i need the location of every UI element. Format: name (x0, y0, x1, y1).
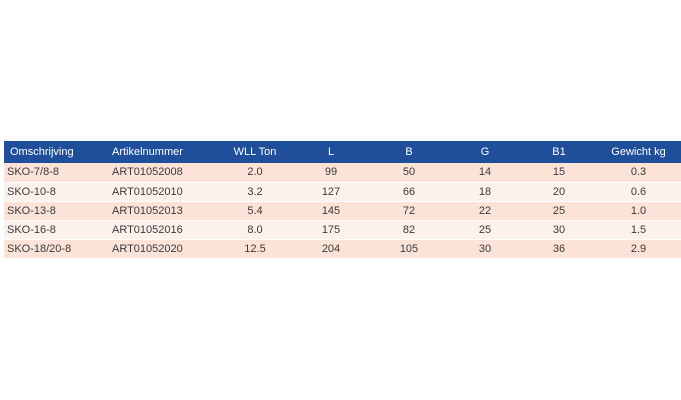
cell-b1: 36 (522, 239, 596, 258)
cell-l: 145 (292, 201, 370, 220)
cell-artikelnummer: ART01052010 (106, 182, 218, 201)
cell-b1: 30 (522, 220, 596, 239)
table-row (4, 163, 681, 182)
column-header-artikelnummer: Artikelnummer (112, 146, 183, 158)
cell-gewicht-kg: 0.6 (596, 182, 681, 201)
cell-wll-ton: 2.0 (218, 163, 292, 182)
cell-l: 175 (292, 220, 370, 239)
cell-b1: 15 (522, 163, 596, 182)
table-row (4, 239, 681, 258)
cell-omschrijving: SKO-13-8 (4, 201, 106, 220)
table-row (4, 220, 681, 239)
cell-gewicht-kg: 1.5 (596, 220, 681, 239)
cell-g: 14 (448, 163, 522, 182)
cell-omschrijving: SKO-18/20-8 (4, 239, 106, 258)
cell-b1: 25 (522, 201, 596, 220)
cell-wll-ton: 5.4 (218, 201, 292, 220)
cell-b: 105 (370, 239, 448, 258)
table-row (4, 182, 681, 201)
cell-omschrijving: SKO-10-8 (4, 182, 106, 201)
cell-g: 22 (448, 201, 522, 220)
column-header-l: L (327, 146, 335, 158)
column-header-gewicht-kg: Gewicht kg (611, 146, 666, 158)
cell-omschrijving: SKO-7/8-8 (4, 163, 106, 182)
cell-gewicht-kg: 0.3 (596, 163, 681, 182)
cell-l: 99 (292, 163, 370, 182)
header-row (4, 141, 681, 163)
cell-b1: 20 (522, 182, 596, 201)
cell-g: 18 (448, 182, 522, 201)
cell-wll-ton: 3.2 (218, 182, 292, 201)
column-header-wll-ton: WLL Ton (233, 146, 277, 158)
cell-b: 66 (370, 182, 448, 201)
column-header-g: G (480, 146, 490, 158)
cell-artikelnummer: ART01052013 (106, 201, 218, 220)
cell-artikelnummer: ART01052008 (106, 163, 218, 182)
cell-b: 50 (370, 163, 448, 182)
cell-g: 30 (448, 239, 522, 258)
cell-g: 25 (448, 220, 522, 239)
cell-artikelnummer: ART01052020 (106, 239, 218, 258)
cell-l: 204 (292, 239, 370, 258)
cell-artikelnummer: ART01052016 (106, 220, 218, 239)
cell-wll-ton: 8.0 (218, 220, 292, 239)
column-header-b1: B1 (552, 146, 566, 158)
column-header-omschrijving: Omschrijving (10, 146, 74, 158)
cell-omschrijving: SKO-16-8 (4, 220, 106, 239)
column-header-b: B (405, 146, 413, 158)
table-body (4, 163, 681, 258)
specification-table (4, 141, 681, 259)
table-header (4, 141, 681, 163)
cell-b: 72 (370, 201, 448, 220)
cell-gewicht-kg: 1.0 (596, 201, 681, 220)
cell-b: 82 (370, 220, 448, 239)
cell-gewicht-kg: 2.9 (596, 239, 681, 258)
cell-l: 127 (292, 182, 370, 201)
table-row (4, 201, 681, 220)
cell-wll-ton: 12.5 (218, 239, 292, 258)
